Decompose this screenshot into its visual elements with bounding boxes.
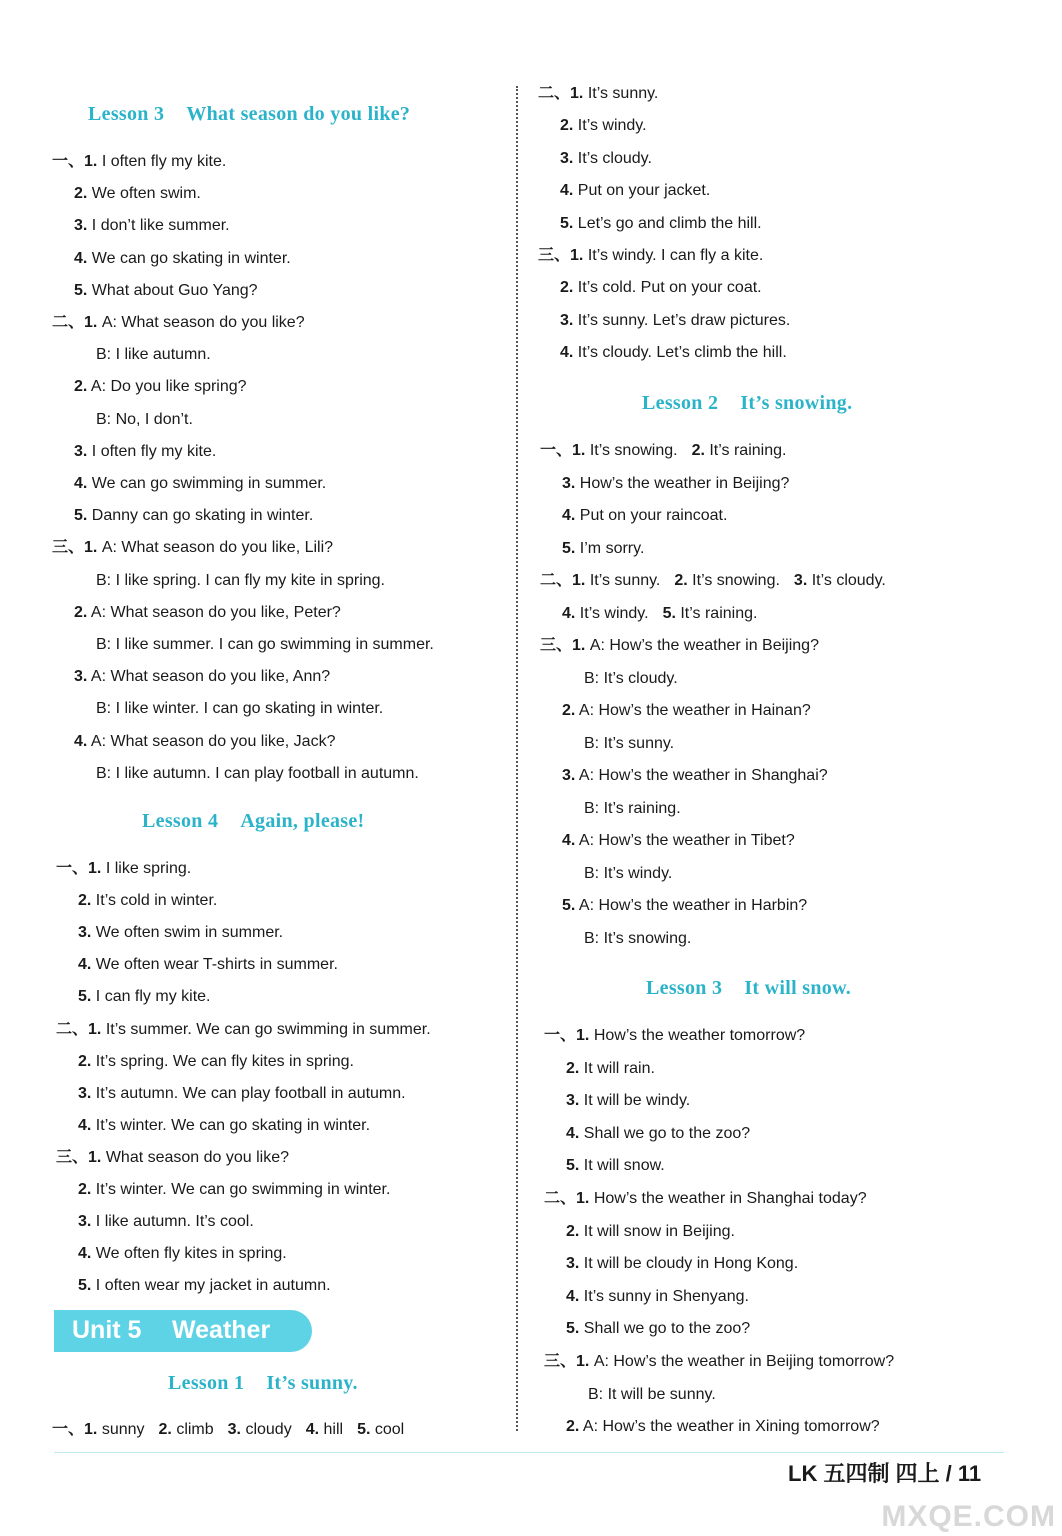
answer-line <box>78 923 283 943</box>
answer-line <box>540 571 886 591</box>
item-number: 4. <box>74 249 88 267</box>
answer-line <box>78 1212 254 1232</box>
answer-text: A: What season do you like, Lili? <box>101 539 334 557</box>
watermark: MXQE.COM <box>881 1500 1056 1533</box>
answer-line <box>74 474 326 494</box>
column-divider <box>516 86 518 1431</box>
item-number: 5. <box>560 214 574 232</box>
item-number: 5. <box>662 604 676 622</box>
answer-line <box>560 181 710 201</box>
item-number: 2. <box>566 1418 580 1436</box>
answer-text: It’s cold. Put on your coat. <box>577 279 762 297</box>
answer-line <box>566 1417 880 1437</box>
item-number: 2. <box>562 702 576 719</box>
item-number: 1. <box>570 85 584 102</box>
answer-line <box>56 1148 289 1168</box>
answer-line <box>78 1052 354 1072</box>
answer-line <box>562 539 644 559</box>
answer-line <box>540 636 819 656</box>
lesson-title: It’s sunny. <box>266 1372 358 1394</box>
item-number: 3. <box>74 217 88 235</box>
answer-line <box>96 764 419 784</box>
answer-line <box>78 1244 287 1264</box>
answer-text: B: It’s raining. <box>584 799 681 817</box>
answer-line <box>74 249 291 269</box>
section-marker: 三、 <box>544 1353 577 1370</box>
answer-text: A: How’s the weather in Hainan? <box>578 702 811 719</box>
answer-line <box>562 831 795 851</box>
lesson-number: Lesson 4 <box>142 810 219 832</box>
answer-text: I’m sorry. <box>579 539 645 557</box>
answer-line <box>560 116 647 136</box>
lesson-title: Again, please! <box>240 810 365 832</box>
unit-name: Weather <box>172 1316 271 1344</box>
item-number: 4. <box>74 475 88 492</box>
answer-line <box>566 1091 690 1111</box>
answer-line <box>588 1385 716 1405</box>
answer-text: A: What season do you like, Ann? <box>90 668 331 686</box>
answer-text: cloudy <box>245 1421 292 1438</box>
answer-line <box>560 214 762 234</box>
item-number: 4. <box>566 1287 580 1305</box>
section-marker: 二、 <box>52 314 85 331</box>
answer-text: What about Guo Yang? <box>91 281 258 299</box>
section-marker: 三、 <box>56 1148 89 1166</box>
item-number: 3. <box>74 668 88 686</box>
answer-text: It’s cloudy. <box>811 572 886 589</box>
section-marker: 三、 <box>540 637 573 654</box>
item-number: 3. <box>566 1255 580 1273</box>
answer-line <box>566 1222 735 1242</box>
answer-text: It’s raining. <box>680 604 758 622</box>
answer-line <box>74 732 335 752</box>
lesson-number: Lesson 3 <box>646 977 723 999</box>
item-number: 2. <box>566 1059 580 1077</box>
item-number: 1. <box>88 1020 102 1038</box>
item-number: 1. <box>572 637 586 654</box>
item-number: 5. <box>566 1320 580 1338</box>
answer-text: Shall we go to the zoo? <box>583 1320 751 1338</box>
answer-line <box>584 929 691 949</box>
lesson-title: It’s snowing. <box>740 392 853 414</box>
answer-text: It’s windy. <box>577 117 647 135</box>
item-number: 1. <box>572 442 586 459</box>
item-number: 4. <box>78 956 92 974</box>
page-footer: LK 五四制 四上 / 11 <box>788 1461 982 1486</box>
answer-text: It’s snowing. <box>692 572 780 589</box>
answer-text: We often fly kites in spring. <box>95 1245 287 1263</box>
answer-line <box>544 1026 805 1046</box>
answer-text: B: It will be sunny. <box>588 1385 716 1403</box>
answer-text: A: How’s the weather in Beijing tomorrow? <box>593 1353 895 1370</box>
answer-line <box>74 377 247 397</box>
answer-line <box>56 1020 431 1040</box>
lesson-heading <box>646 977 851 1000</box>
answer-text: B: I like spring. I can fly my kite in spring. <box>96 571 385 589</box>
lesson-heading <box>642 392 852 415</box>
answer-line <box>562 506 727 526</box>
answer-text: It’s cold in winter. <box>95 892 218 910</box>
answer-text: It’s winter. We can go skating in winter. <box>95 1116 371 1134</box>
answer-text: It will snow in Beijing. <box>583 1222 735 1240</box>
section-marker: 三、 <box>538 247 571 264</box>
answer-text: hill <box>323 1421 344 1438</box>
answer-text: A: How’s the weather in Tibet? <box>578 832 795 849</box>
answer-text: It will be windy. <box>583 1092 691 1110</box>
item-number: 1. <box>84 539 98 557</box>
answer-text: B: I like summer. I can go swimming in summer. <box>96 636 434 653</box>
answer-text: A: What season do you like, Jack? <box>90 732 336 750</box>
item-number: 1. <box>84 314 98 331</box>
answer-line <box>544 1189 867 1209</box>
item-number: 2. <box>566 1222 580 1240</box>
answer-text: How’s the weather in Beijing? <box>579 474 790 492</box>
answer-text: It’s snowing. <box>589 442 678 459</box>
answer-line <box>584 734 674 754</box>
answer-line <box>78 955 338 975</box>
section-marker: 二、 <box>544 1190 577 1207</box>
section-marker: 一、 <box>544 1027 577 1044</box>
answer-line <box>562 701 811 721</box>
answer-text: It will be cloudy in Hong Kong. <box>583 1255 799 1273</box>
answer-line <box>560 343 787 363</box>
item-number: 2. <box>78 1052 92 1070</box>
footer-rule <box>54 1452 1004 1453</box>
item-number: 1. <box>84 1421 98 1438</box>
answer-line <box>538 84 658 104</box>
answer-line <box>566 1287 749 1307</box>
answer-text: Danny can go skating in winter. <box>91 507 314 525</box>
item-number: 4. <box>562 507 576 524</box>
answer-line <box>74 281 258 301</box>
item-number: 5. <box>562 539 576 557</box>
lesson-heading <box>168 1372 358 1395</box>
item-number: 5. <box>78 1277 92 1295</box>
answer-line <box>584 799 681 819</box>
section-marker: 一、 <box>52 1421 85 1438</box>
item-number: 2. <box>74 603 88 621</box>
lesson-title: What season do you like? <box>186 103 411 125</box>
answer-line <box>96 571 385 591</box>
item-number: 2. <box>560 117 574 135</box>
answer-line <box>562 896 807 916</box>
answer-line <box>584 669 678 689</box>
item-number: 3. <box>74 442 88 460</box>
answer-line <box>584 864 672 884</box>
answer-text: A: How’s the weather in Harbin? <box>578 897 808 914</box>
answer-text: B: It’s cloudy. <box>584 669 678 687</box>
item-number: 3. <box>560 311 574 329</box>
item-number: 3. <box>227 1421 241 1438</box>
item-number: 1. <box>576 1027 590 1044</box>
section-marker: 二、 <box>538 85 571 102</box>
answer-text: It’s cloudy. <box>577 149 652 167</box>
item-number: 4. <box>78 1116 92 1134</box>
item-number: 1. <box>570 247 584 264</box>
item-number: 3. <box>78 1213 92 1231</box>
answer-text: A: How’s the weather in Shanghai? <box>578 767 828 784</box>
lesson-heading <box>88 103 410 126</box>
item-number: 5. <box>566 1157 580 1175</box>
answer-line <box>74 603 341 623</box>
item-number: 1. <box>576 1353 590 1370</box>
answer-text: It’s spring. We can fly kites in spring. <box>95 1052 354 1070</box>
answer-line <box>52 1420 404 1440</box>
answer-text: What season do you like? <box>105 1148 290 1166</box>
item-number: 4. <box>78 1245 92 1263</box>
answer-text: B: It’s windy. <box>584 864 673 882</box>
answer-text: Put on your jacket. <box>577 182 711 200</box>
answer-text: cool <box>374 1421 405 1438</box>
unit-number: Unit 5 <box>72 1316 142 1344</box>
answer-text: It’s sunny in Shenyang. <box>583 1287 749 1305</box>
answer-text: It’s winter. We can go swimming in winter. <box>95 1181 391 1198</box>
answer-text: I often wear my jacket in autumn. <box>95 1277 331 1295</box>
answer-text: A: How’s the weather in Xining tomorrow? <box>582 1418 880 1436</box>
section-marker: 一、 <box>540 442 573 459</box>
answer-text: We can go skating in winter. <box>91 249 291 267</box>
item-number: 1. <box>88 1148 102 1166</box>
item-number: 3. <box>78 1084 92 1102</box>
item-number: 2. <box>74 185 88 203</box>
item-number: 1. <box>576 1190 590 1207</box>
answer-text: Let’s go and climb the hill. <box>577 214 762 232</box>
answer-line <box>74 667 330 687</box>
answer-line <box>56 859 191 879</box>
answer-line <box>562 766 828 786</box>
answer-line <box>96 410 193 430</box>
section-marker: 一、 <box>56 860 89 877</box>
answer-text: It will rain. <box>583 1059 655 1077</box>
answer-text: I like autumn. It’s cool. <box>95 1213 254 1231</box>
answer-text: B: It’s sunny. <box>584 734 675 752</box>
item-number: 3. <box>562 767 576 784</box>
answer-line <box>78 891 217 911</box>
answer-text: A: What season do you like, Peter? <box>90 603 341 621</box>
item-number: 2. <box>158 1421 172 1438</box>
item-number: 2. <box>691 442 705 459</box>
item-number: 2. <box>74 378 88 396</box>
answer-line <box>566 1319 750 1339</box>
answer-text: We often swim in summer. <box>95 924 284 942</box>
answer-line <box>52 313 305 333</box>
section-marker: 二、 <box>56 1020 89 1038</box>
answer-line <box>562 474 789 494</box>
item-number: 4. <box>560 344 574 362</box>
item-number: 2. <box>78 1181 92 1198</box>
answer-text: It’s sunny. <box>587 85 659 102</box>
item-number: 5. <box>74 507 88 525</box>
lesson-number: Lesson 1 <box>168 1372 245 1394</box>
item-number: 5. <box>78 988 92 1006</box>
item-number: 2. <box>560 279 574 297</box>
section-marker: 一、 <box>52 153 85 170</box>
answer-line <box>96 699 383 719</box>
answer-line <box>78 1084 406 1104</box>
answer-text: A: Do you like spring? <box>90 378 247 396</box>
answer-text: We can go swimming in summer. <box>91 475 327 492</box>
answer-text: I like spring. <box>105 860 192 877</box>
answer-line <box>566 1124 750 1144</box>
item-number: 3. <box>78 924 92 942</box>
answer-text: It’s windy. <box>579 604 649 622</box>
item-number: 2. <box>78 892 92 910</box>
item-number: 3. <box>566 1092 580 1110</box>
item-number: 5. <box>562 897 576 914</box>
answer-text: B: It’s snowing. <box>584 929 692 947</box>
answer-text: We often swim. <box>91 185 201 203</box>
answer-text: Put on your raincoat. <box>579 507 728 524</box>
item-number: 3. <box>562 474 576 492</box>
unit-banner <box>54 1310 312 1352</box>
answer-line <box>566 1059 655 1079</box>
lesson-number: Lesson 3 <box>88 103 165 125</box>
answer-text: B: I like autumn. <box>96 346 211 364</box>
answer-text: We often wear T-shirts in summer. <box>95 956 338 974</box>
answer-line <box>52 538 333 558</box>
answer-line <box>78 1116 370 1136</box>
item-number: 3. <box>793 572 808 589</box>
answer-line <box>538 246 763 266</box>
item-number: 4. <box>566 1124 580 1142</box>
answer-text: It’s autumn. We can play football in autumn. <box>95 1084 406 1102</box>
answer-text: It’s raining. <box>709 442 787 459</box>
item-number: 5. <box>357 1421 371 1438</box>
answer-text: B: I like winter. I can go skating in winter. <box>96 700 384 718</box>
answer-line <box>74 216 230 236</box>
answer-line <box>52 152 226 172</box>
answer-text: I often fly my kite. <box>101 153 227 170</box>
answer-line <box>560 278 762 298</box>
lesson-heading <box>142 810 365 833</box>
item-number: 3. <box>560 149 574 167</box>
item-number: 1. <box>572 572 586 589</box>
answer-line <box>78 987 211 1007</box>
item-number: 4. <box>562 604 576 622</box>
answer-line <box>78 1276 331 1296</box>
answer-line <box>544 1352 894 1372</box>
item-number: 4. <box>560 182 574 200</box>
item-number: 5. <box>74 281 88 299</box>
item-number: 1. <box>84 153 98 170</box>
answer-line <box>540 441 786 461</box>
answer-text: Shall we go to the zoo? <box>583 1124 751 1142</box>
answer-text: A: How’s the weather in Beijing? <box>589 637 819 654</box>
answer-line <box>96 635 434 655</box>
answer-text: It’s windy. I can fly a kite. <box>587 247 764 264</box>
answer-line <box>566 1156 665 1176</box>
section-marker: 三、 <box>52 539 85 557</box>
answer-line <box>560 311 790 331</box>
answer-text: It’s sunny. <box>589 572 661 589</box>
answer-text: climb <box>176 1421 214 1438</box>
answer-line <box>96 345 211 365</box>
answer-text: It’s sunny. Let’s draw pictures. <box>577 311 791 329</box>
answer-text: sunny <box>101 1421 145 1438</box>
answer-text: How’s the weather in Shanghai today? <box>593 1190 867 1207</box>
answer-text: I can fly my kite. <box>95 988 211 1006</box>
answer-text: I don’t like summer. <box>91 217 230 235</box>
answer-text: B: I like autumn. I can play football in autumn. <box>96 764 419 782</box>
answer-text: A: What season do you like? <box>101 314 305 331</box>
item-number: 4. <box>562 832 576 849</box>
item-number: 4. <box>305 1421 320 1438</box>
item-number: 4. <box>74 732 88 750</box>
item-number: 2. <box>674 572 688 589</box>
answer-text: It’s cloudy. Let’s climb the hill. <box>577 344 787 362</box>
answer-text: It’s summer. We can go swimming in summer. <box>105 1020 431 1038</box>
lesson-title: It will snow. <box>744 977 852 999</box>
answer-line <box>78 1180 390 1200</box>
answer-text: B: No, I don’t. <box>96 410 193 428</box>
item-number: 1. <box>88 860 102 877</box>
lesson-number: Lesson 2 <box>642 392 719 414</box>
answer-line <box>74 184 201 204</box>
answer-line <box>560 149 652 169</box>
section-marker: 二、 <box>540 572 573 589</box>
answer-line <box>74 506 313 526</box>
answer-text: How’s the weather tomorrow? <box>593 1027 806 1044</box>
answer-line <box>74 442 216 462</box>
answer-text: It will snow. <box>583 1157 665 1175</box>
answer-text: I often fly my kite. <box>91 442 217 460</box>
answer-line <box>566 1254 798 1274</box>
answer-line <box>562 604 757 624</box>
